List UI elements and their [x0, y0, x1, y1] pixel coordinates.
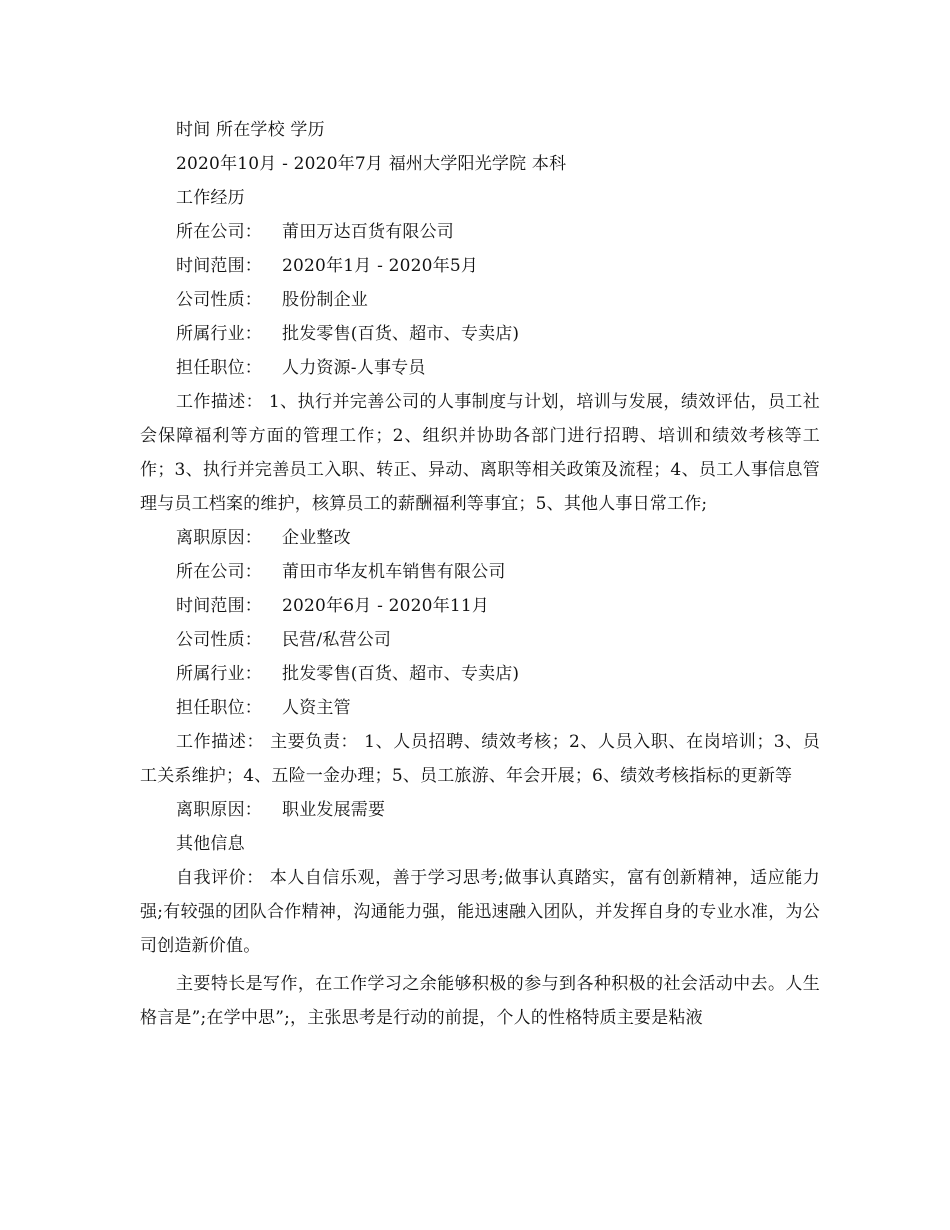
job-2-leave-reason	[140, 793, 820, 827]
industry-label: 所属行业：	[176, 664, 262, 684]
work-experience-title: 工作经历	[176, 188, 245, 208]
industry-value: 批发零售(百货、超市、专卖店)	[282, 664, 520, 684]
industry-value: 批发零售(百货、超市、专卖店)	[282, 324, 520, 344]
job-2-nature	[140, 623, 820, 657]
leave-value: 职业发展需要	[282, 800, 386, 820]
position-label: 担任职位：	[176, 698, 262, 718]
leave-value: 企业整改	[282, 528, 351, 548]
company-label: 所在公司：	[176, 562, 262, 582]
position-value: 人资主管	[282, 698, 351, 718]
time-value: 2020年1月 - 2020年5月	[282, 256, 479, 276]
time-value: 2020年6月 - 2020年11月	[282, 596, 490, 616]
job-1-industry	[140, 317, 820, 351]
education-header: 时间 所在学校 学历	[176, 120, 325, 140]
job-1-description: 工作描述： 1、执行并完善公司的人事制度与计划，培训与发展，绩效评估，员工社会保障福利等方面的管理工作；2、组织并协助各部门进行招聘、培训和绩效考核等工作；3、执行并完善员工入职、转正、异动、离职等相关政策及流程；4、员工人事信息管理与员工档案的维护，核算员工的薪酬福利等事宜；5、其他人事日常工作;	[140, 392, 820, 514]
position-label: 担任职位：	[176, 358, 262, 378]
other-info-title: 其他信息	[176, 834, 245, 854]
job-1-leave-reason	[140, 521, 820, 555]
nature-label: 公司性质：	[176, 290, 262, 310]
education-row: 2020年10月 - 2020年7月 福州大学阳光学院 本科	[176, 154, 567, 174]
job-2-industry	[140, 657, 820, 691]
job-2-time	[140, 589, 820, 623]
company-value: 莆田市华友机车销售有限公司	[282, 562, 506, 582]
job-1-position	[140, 351, 820, 385]
time-label: 时间范围：	[176, 596, 262, 616]
time-label: 时间范围：	[176, 256, 262, 276]
self-evaluation: 自我评价： 本人自信乐观，善于学习思考;做事认真踏实，富有创新精神，适应能力强;有较强的团队合作精神，沟通能力强，能迅速融入团队，并发挥自身的专业水准，为公司创造新价值。	[140, 868, 820, 956]
position-value: 人力资源-人事专员	[282, 358, 426, 378]
job-1-nature	[140, 283, 820, 317]
job-2-position	[140, 691, 820, 725]
company-label: 所在公司：	[176, 222, 262, 242]
company-value: 莆田万达百货有限公司	[282, 222, 454, 242]
nature-value: 股份制企业	[282, 290, 368, 310]
leave-label: 离职原因：	[176, 528, 262, 548]
leave-label: 离职原因：	[176, 800, 262, 820]
job-1-time	[140, 249, 820, 283]
strengths-paragraph: 主要特长是写作，在工作学习之余能够积极的参与到各种积极的社会活动中去。人生格言是”;在学中思”;，主张思考是行动的前提，个人的性格特质主要是粘液	[140, 974, 820, 1028]
nature-value: 民营/私营公司	[282, 630, 392, 650]
job-1-company	[140, 215, 820, 249]
resume-content	[140, 113, 820, 1035]
job-2-company	[140, 555, 820, 589]
industry-label: 所属行业：	[176, 324, 262, 344]
nature-label: 公司性质：	[176, 630, 262, 650]
job-2-description: 工作描述： 主要负责： 1、人员招聘、绩效考核；2、人员入职、在岗培训；3、员工关系维护；4、五险一金办理；5、员工旅游、年会开展；6、绩效考核指标的更新等	[140, 732, 820, 786]
